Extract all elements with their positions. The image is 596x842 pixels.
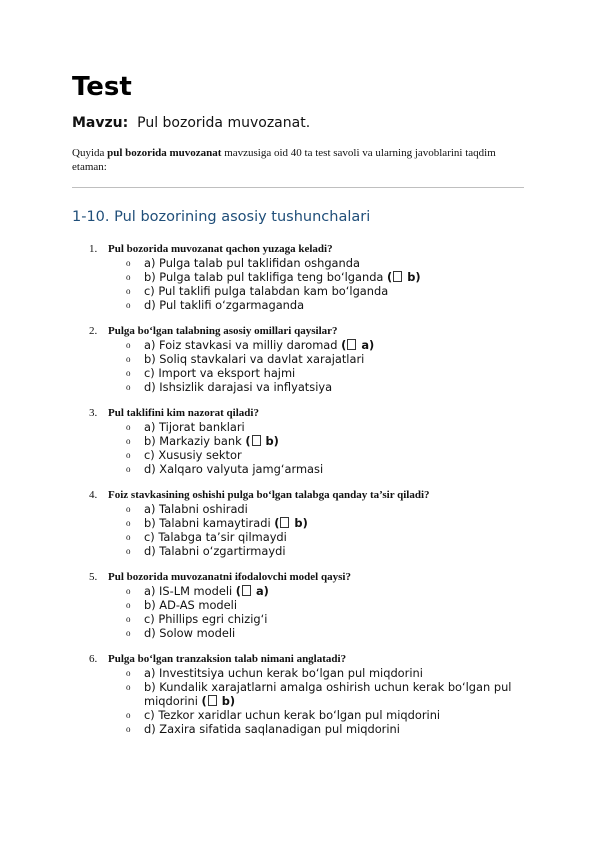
option-list bbox=[108, 338, 524, 394]
option-text: a) Tijorat banklari bbox=[144, 420, 245, 434]
option-bullet: o bbox=[126, 436, 131, 446]
check-box-icon bbox=[347, 339, 356, 350]
question-number: 1. bbox=[89, 243, 98, 255]
answer-option bbox=[126, 502, 524, 516]
intro-bold: pul bozorida muvozanat bbox=[107, 147, 222, 159]
option-text: d) Pul taklifi o‘zgarmaganda bbox=[144, 298, 305, 312]
question-text: Pul bozorida muvozanatni ifodalovchi model qaysi? bbox=[108, 571, 351, 583]
check-box-icon bbox=[393, 271, 402, 282]
option-bullet: o bbox=[126, 724, 131, 734]
check-box-icon bbox=[280, 517, 289, 528]
option-bullet: o bbox=[126, 600, 131, 610]
question-list bbox=[72, 242, 524, 736]
option-list bbox=[108, 502, 524, 558]
question-text: Pulga bo‘lgan tranzaksion talab nimani anglatadi? bbox=[108, 653, 347, 665]
option-bullet: o bbox=[126, 450, 131, 460]
option-bullet: o bbox=[126, 272, 131, 282]
answer-option bbox=[126, 284, 524, 298]
answer-option bbox=[126, 530, 524, 544]
subject-label: Mavzu: bbox=[72, 115, 129, 131]
option-bullet: o bbox=[126, 628, 131, 638]
option-bullet: o bbox=[126, 382, 131, 392]
option-text: b) Soliq stavkalari va davlat xarajatlari bbox=[144, 352, 365, 366]
question-text: Foiz stavkasining oshishi pulga bo‘lgan talabga qanday ta’sir qiladi? bbox=[108, 489, 430, 501]
answer-option bbox=[126, 626, 524, 640]
option-text: d) Xalqaro valyuta jamg‘armasi bbox=[144, 462, 324, 476]
option-bullet: o bbox=[126, 286, 131, 296]
option-bullet: o bbox=[126, 546, 131, 556]
answer-option bbox=[126, 448, 524, 462]
check-box-icon bbox=[252, 435, 261, 446]
option-list bbox=[108, 666, 524, 736]
question-number: 3. bbox=[89, 407, 98, 419]
question-number: 2. bbox=[89, 325, 98, 337]
answer-option bbox=[126, 598, 524, 612]
option-text: a) Investitsiya uchun kerak bo‘lgan pul miqdorini bbox=[144, 666, 423, 680]
answer-open-paren: ( bbox=[245, 434, 251, 448]
correct-answer-marker bbox=[202, 694, 236, 708]
document-title: Test bbox=[72, 72, 132, 102]
option-bullet: o bbox=[126, 340, 131, 350]
question-number: 6. bbox=[89, 653, 98, 665]
option-list bbox=[108, 584, 524, 640]
answer-option bbox=[126, 722, 524, 736]
option-bullet: o bbox=[126, 614, 131, 624]
answer-option bbox=[126, 612, 524, 626]
option-text: a) Talabni oshiradi bbox=[144, 502, 248, 516]
check-box-icon bbox=[242, 585, 251, 596]
option-bullet: o bbox=[126, 682, 131, 692]
answer-option bbox=[126, 544, 524, 558]
option-text: c) Talabga ta’sir qilmaydi bbox=[144, 530, 287, 544]
answer-open-paren: ( bbox=[235, 584, 242, 598]
answer-option bbox=[126, 256, 524, 270]
option-bullet: o bbox=[126, 368, 131, 378]
correct-answer-marker bbox=[236, 584, 269, 598]
answer-letter: b) bbox=[403, 270, 421, 284]
subject-line bbox=[72, 114, 524, 132]
answer-option bbox=[126, 366, 524, 380]
option-text: a) Pulga talab pul taklifidan oshganda bbox=[144, 256, 360, 270]
answer-letter: a) bbox=[357, 338, 375, 352]
answer-letter: b) bbox=[290, 516, 308, 530]
option-text: a) Foiz stavkasi va milliy daromad bbox=[144, 338, 342, 352]
option-bullet: o bbox=[126, 354, 131, 364]
section-heading: 1-10. Pul bozorining asosiy tushunchalari bbox=[72, 209, 371, 225]
answer-option bbox=[126, 352, 524, 366]
option-text: a) IS-LM modeli bbox=[144, 584, 236, 598]
question-item bbox=[72, 652, 524, 736]
option-text: b) Pulga talab pul taklifiga teng bo‘lganda bbox=[144, 270, 388, 284]
answer-option bbox=[126, 666, 524, 680]
option-bullet: o bbox=[126, 710, 131, 720]
option-bullet: o bbox=[126, 518, 131, 528]
divider bbox=[72, 187, 524, 188]
option-bullet: o bbox=[126, 532, 131, 542]
check-box-icon bbox=[208, 695, 217, 706]
option-bullet: o bbox=[126, 668, 131, 678]
option-text: c) Phillips egri chizig‘i bbox=[144, 612, 268, 626]
option-bullet: o bbox=[126, 586, 131, 596]
answer-letter: a) bbox=[252, 584, 269, 598]
option-bullet: o bbox=[126, 464, 131, 474]
answer-option bbox=[126, 584, 524, 598]
option-text: b) Talabni kamaytiradi bbox=[144, 516, 275, 530]
question-number: 5. bbox=[89, 571, 98, 583]
question-text: Pul taklifini kim nazorat qiladi? bbox=[108, 407, 259, 419]
answer-option bbox=[126, 270, 524, 284]
intro-paragraph bbox=[72, 146, 512, 174]
option-bullet: o bbox=[126, 258, 131, 268]
question-item bbox=[72, 324, 524, 394]
answer-option bbox=[126, 516, 524, 530]
correct-answer-marker bbox=[245, 434, 279, 448]
question-item bbox=[72, 242, 524, 312]
answer-open-paren: ( bbox=[274, 516, 280, 530]
question-number: 4. bbox=[89, 489, 98, 501]
answer-letter: b) bbox=[217, 694, 236, 708]
option-bullet: o bbox=[126, 504, 131, 514]
option-bullet: o bbox=[126, 300, 131, 310]
question-text: Pulga bo‘lgan talabning asosiy omillari qaysilar? bbox=[108, 325, 338, 337]
answer-option bbox=[126, 708, 524, 722]
answer-option bbox=[126, 434, 524, 448]
option-text: c) Xususiy sektor bbox=[144, 448, 242, 462]
question-item bbox=[72, 488, 524, 558]
option-text: c) Import va eksport hajmi bbox=[144, 366, 296, 380]
correct-answer-marker bbox=[341, 338, 374, 352]
answer-letter: b) bbox=[261, 434, 279, 448]
answer-option bbox=[126, 420, 524, 434]
intro-after: mavzusiga oid 40 ta test savoli va ularning javoblarini taqdim etaman: bbox=[72, 147, 496, 173]
option-text: d) Talabni o‘zgartirmaydi bbox=[144, 544, 286, 558]
answer-open-paren: ( bbox=[201, 694, 207, 708]
option-text: d) Zaxira sifatida saqlanadigan pul miqdorini bbox=[144, 722, 400, 736]
option-text: d) Ishsizlik darajasi va inflyatsiya bbox=[144, 380, 333, 394]
answer-option bbox=[126, 380, 524, 394]
option-text: b) Markaziy bank bbox=[144, 434, 246, 448]
answer-option bbox=[126, 298, 524, 312]
option-text: d) Solow modeli bbox=[144, 626, 236, 640]
option-text: c) Tezkor xaridlar uchun kerak bo‘lgan pul miqdorini bbox=[144, 708, 441, 722]
option-text: c) Pul taklifi pulga talabdan kam bo‘lganda bbox=[144, 284, 389, 298]
answer-option bbox=[126, 338, 524, 352]
subject-value: Pul bozorida muvozanat. bbox=[137, 115, 311, 131]
option-list bbox=[108, 420, 524, 476]
question-item bbox=[72, 406, 524, 476]
answer-option bbox=[126, 680, 524, 708]
question-item bbox=[72, 570, 524, 640]
answer-option bbox=[126, 462, 524, 476]
option-text: b) Kundalik xarajatlarni amalga oshirish uchun kerak bo‘lgan pul miqdorini bbox=[144, 680, 512, 708]
question-text: Pul bozorida muvozanat qachon yuzaga keladi? bbox=[108, 243, 333, 255]
answer-open-paren: ( bbox=[341, 338, 347, 352]
option-list bbox=[108, 256, 524, 312]
option-bullet: o bbox=[126, 422, 131, 432]
answer-open-paren: ( bbox=[387, 270, 393, 284]
option-text: b) AD-AS modeli bbox=[144, 598, 237, 612]
correct-answer-marker bbox=[387, 270, 421, 284]
correct-answer-marker bbox=[274, 516, 308, 530]
intro-before: Quyida bbox=[72, 147, 108, 159]
